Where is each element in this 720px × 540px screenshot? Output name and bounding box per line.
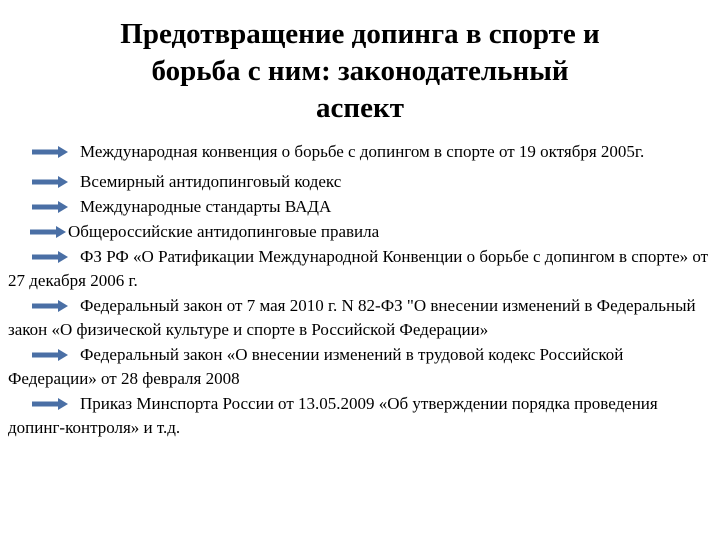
list-item-text: Приказ Минспорта России от 13.05.2009 «Об утверждении порядка проведения допинг-контроля» и т.д. xyxy=(8,394,658,437)
list-item xyxy=(8,294,716,342)
right-arrow-icon xyxy=(32,300,68,312)
list-item xyxy=(8,343,716,391)
list-item xyxy=(8,170,716,194)
list-item xyxy=(8,220,716,244)
slide-title xyxy=(0,16,720,127)
list-item xyxy=(8,140,716,164)
list-item xyxy=(8,392,716,440)
slide-title-line: аспект xyxy=(316,92,404,124)
list-item-text: ФЗ РФ «О Ратификации Международной Конвенции о борьбе с допингом в спорте» от 27 декабря 2006 г. xyxy=(8,247,709,290)
list-item xyxy=(8,195,716,219)
right-arrow-icon xyxy=(32,201,68,213)
legislation-list xyxy=(8,140,716,441)
right-arrow-icon xyxy=(30,226,66,238)
right-arrow-icon xyxy=(32,176,68,188)
slide-title-line: борьба с ним: законодательный xyxy=(151,55,569,87)
right-arrow-icon xyxy=(32,398,68,410)
list-item-text: Федеральный закон от 7 мая 2010 г. N 82-ФЗ "О внесении изменений в Федеральный закон «О физической культуре и спорте в Российской Федерации» xyxy=(8,296,696,339)
right-arrow-icon xyxy=(32,251,68,263)
list-item-text: Федеральный закон «О внесении изменений в трудовой кодекс Российской Федерации» от 28 февраля 2008 xyxy=(8,345,624,388)
slide-title-line: Предотвращение допинга в спорте и xyxy=(120,18,600,50)
list-item xyxy=(8,245,716,293)
list-item-text: Общероссийские антидопинговые правила xyxy=(68,222,380,241)
right-arrow-icon xyxy=(32,146,68,158)
right-arrow-icon xyxy=(32,349,68,361)
list-item-text: Всемирный антидопинговый кодекс xyxy=(80,172,342,191)
list-item-text: Международная конвенция о борьбе с допингом в спорте от 19 октября 2005г. xyxy=(80,142,645,161)
list-item-text: Международные стандарты ВАДА xyxy=(80,197,332,216)
